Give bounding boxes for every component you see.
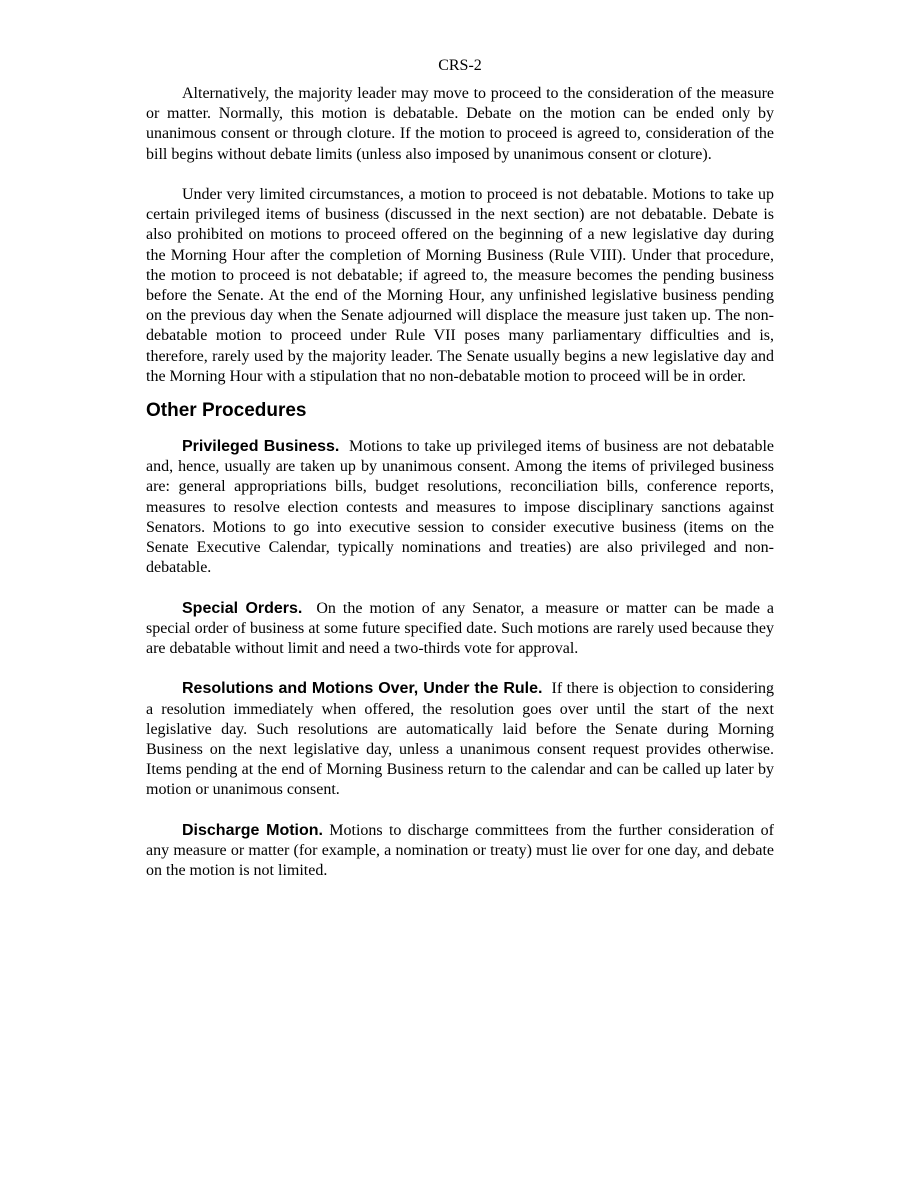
subsection-title: Privileged Business. bbox=[182, 438, 340, 456]
subsection-title: Discharge Motion. bbox=[182, 821, 323, 839]
subsection-special-orders bbox=[146, 599, 774, 660]
section-heading-other-procedures: Other Procedures bbox=[146, 400, 307, 422]
subsection-text: On the motion of any Senator, a measure or matter can be made a special order of business at some future specified date. Such motions are rarely used because they are debatable without limit and need a two-thirds vote for approval. bbox=[146, 599, 775, 658]
subsection-text: Motions to discharge committees from the further consideration of any measure or matter (for example, a nomination or treaty) must lie over for one day, and debate on the motion is not limited. bbox=[146, 821, 774, 880]
subsection-resolutions-over-under-rule bbox=[146, 679, 774, 800]
subsection-text: If there is objection to considering a resolution immediately when offered, the resolution goes over until the start of the next legislative day. Such resolutions are automatically laid before the Senate during Morning Business on the next legislative day, unless a unanimous consent request provides otherwise. Items pending at the end of Morning Business return to the calendar and can be called up later by motion or unanimous consent. bbox=[146, 680, 775, 799]
page-number-header: CRS-2 bbox=[438, 57, 482, 74]
paragraph-non-debatable-motion: Under very limited circumstances, a motion to proceed is not debatable. Motions to take up certain privileged items of business (discussed in the next section) are not debatable. Debate is also prohibited on motions to proceed offered on the beginning of a new legislative day during the Morning Hour after the completion of Morning Business (Rule VIII). Under that procedure, the motion to proceed is not debatable; if agreed to, the measure becomes the pending business before the Senate. At the end of the Morning Hour, any unfinished legislative business pending on the previous day when the Senate adjourned will displace the measure just taken up. The non-debatable motion to proceed under Rule VII poses many parliamentary difficulties and is, therefore, rarely used by the majority leader. The Senate usually begins a new legislative day and the Morning Hour with a stipulation that no non-debatable motion to proceed will be in order. bbox=[146, 186, 774, 385]
paragraph-motion-to-proceed: Alternatively, the majority leader may move to proceed to the consideration of the measure or matter. Normally, this motion is debatable. Debate on the motion can be ended only by unanimous consent or through cloture. If the motion to proceed is agreed to, consideration of the bill begins without debate limits (unless also imposed by unanimous consent or cloture). bbox=[146, 85, 774, 163]
document-page bbox=[146, 0, 774, 881]
subsection-privileged-business bbox=[146, 437, 774, 578]
subsection-text: Motions to take up privileged items of business are not debatable and, hence, usually are taken up by unanimous consent. Among the items of privileged business are: general appropriations bills, budget resolutions, reconciliation bills, conference reports, measures to resolve election contests and measures to impose disciplinary sanctions against Senators. Motions to go into executive session to consider executive business (items on the Senate Executive Calendar, typically nominations and treaties) are also privileged and non-debatable. bbox=[146, 438, 775, 577]
subsection-title: Special Orders. bbox=[182, 599, 303, 617]
subsection-discharge-motion bbox=[146, 821, 774, 882]
subsection-title: Resolutions and Motions Over, Under the Rule. bbox=[182, 680, 543, 698]
